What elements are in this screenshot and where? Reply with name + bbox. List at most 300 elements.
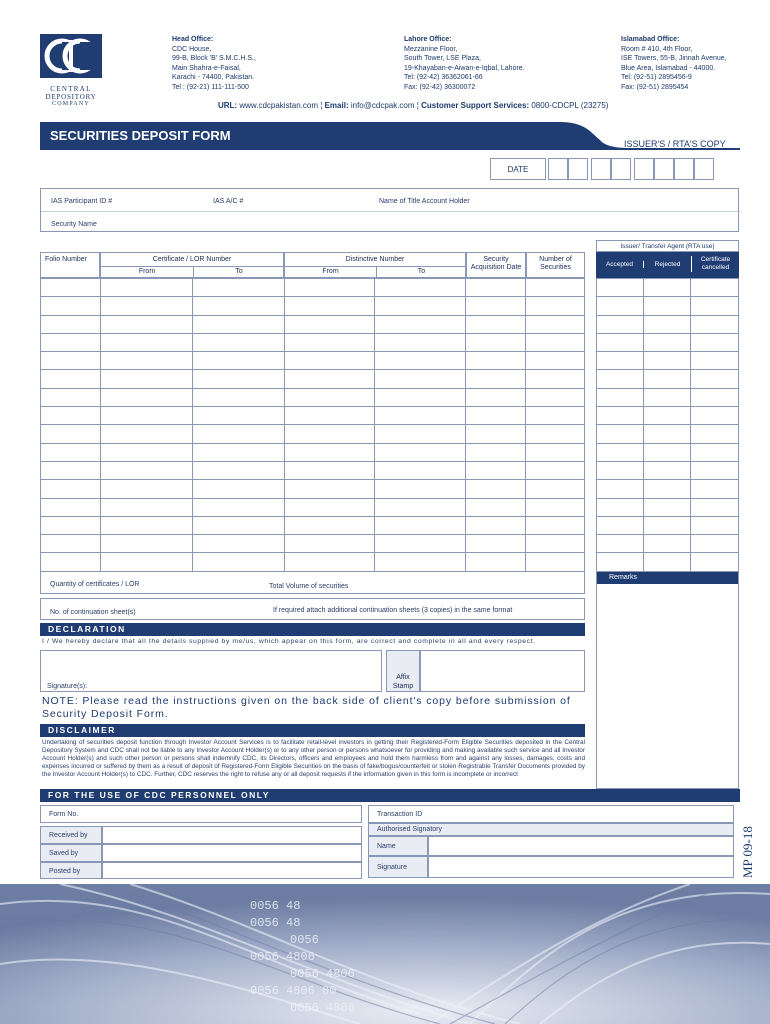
table-cell[interactable] — [466, 425, 526, 443]
table-cell[interactable] — [41, 352, 101, 370]
distinctive-to-label: To — [417, 268, 426, 275]
table-cell[interactable] — [375, 370, 466, 388]
table-cell[interactable] — [526, 553, 585, 571]
table-cell[interactable] — [466, 480, 526, 498]
table-cell[interactable] — [597, 315, 644, 333]
accepted-header: Accepted — [605, 261, 634, 268]
lahore-office-line: Tel: (92-42) 36362061-66 — [404, 74, 483, 81]
table-cell[interactable] — [100, 407, 192, 425]
table-cell[interactable] — [526, 352, 585, 370]
saved-by-label — [40, 844, 102, 862]
table-cell[interactable] — [284, 297, 375, 315]
table-cell[interactable] — [41, 443, 101, 461]
table-cell[interactable] — [691, 553, 739, 571]
table-cell[interactable] — [691, 352, 739, 370]
continuation-box — [40, 598, 585, 620]
table-cell[interactable] — [526, 443, 585, 461]
table-cell[interactable] — [466, 461, 526, 479]
table-cell[interactable] — [643, 461, 691, 479]
table-row — [597, 516, 739, 534]
continuation-label: No. of continuation sheet(s) — [50, 609, 136, 616]
table-cell[interactable] — [691, 297, 739, 315]
head-office-line: 99-B, Block 'B' S.M.C.H.S., — [172, 55, 256, 62]
table-cell[interactable] — [41, 535, 101, 553]
table-cell[interactable] — [643, 553, 691, 571]
table-cell[interactable] — [597, 553, 644, 571]
total-volume-label: Total Volume of securities — [269, 583, 349, 590]
distinctive-from-label: From — [322, 268, 339, 275]
table-row — [41, 370, 585, 388]
table-cell[interactable] — [284, 535, 375, 553]
declaration-title: DECLARATION — [40, 623, 585, 636]
table-cell[interactable] — [192, 407, 284, 425]
table-cell[interactable] — [691, 333, 739, 351]
table-cell[interactable] — [643, 333, 691, 351]
received-by-field[interactable] — [102, 826, 362, 844]
table-cell[interactable] — [100, 370, 192, 388]
head-office-line: Tel : (92-21) 111-111-500 — [172, 83, 249, 91]
table-cell[interactable] — [41, 425, 101, 443]
title-bar — [40, 122, 740, 150]
table-cell[interactable] — [100, 498, 192, 516]
watermark-line: 0056 4806 80 — [250, 984, 337, 998]
table-cell[interactable] — [643, 498, 691, 516]
table-cell[interactable] — [192, 279, 284, 297]
table-row — [597, 535, 739, 553]
table-cell[interactable] — [100, 425, 192, 443]
table-cell[interactable] — [691, 498, 739, 516]
posted-by-label — [40, 862, 102, 879]
table-cell[interactable] — [597, 480, 644, 498]
title-holder-label: Name of Title Account Holder — [379, 198, 470, 205]
table-cell[interactable] — [526, 333, 585, 351]
cdc-logo-icon — [40, 34, 102, 78]
table-cell[interactable] — [284, 425, 375, 443]
folio-header: Folio Number — [40, 252, 100, 278]
affix-stamp-text: Affix Stamp — [392, 674, 414, 690]
saved-by-text: Saved by — [49, 850, 79, 857]
table-cell[interactable] — [192, 315, 284, 333]
table-cell[interactable] — [100, 315, 192, 333]
table-row — [597, 388, 739, 406]
table-cell[interactable] — [466, 333, 526, 351]
table-cell[interactable] — [466, 388, 526, 406]
table-cell[interactable] — [466, 443, 526, 461]
ias-participant-label: IAS Participant ID # — [51, 198, 113, 205]
url-label: URL: — [218, 101, 238, 110]
table-cell[interactable] — [526, 388, 585, 406]
posted-by-text: Posted by — [49, 868, 81, 875]
table-cell[interactable] — [41, 388, 101, 406]
table-cell[interactable] — [643, 407, 691, 425]
table-cell[interactable] — [375, 333, 466, 351]
table-row — [597, 352, 739, 370]
form-no-field[interactable] — [40, 805, 362, 823]
signature-field[interactable] — [40, 650, 382, 692]
table-cell[interactable] — [691, 370, 739, 388]
table-cell[interactable] — [643, 315, 691, 333]
head-office-title: Head Office: — [172, 36, 214, 43]
certificate-from-label: From — [138, 268, 156, 275]
cdc-logo — [40, 34, 102, 107]
lahore-office-line: 19-Khayaban-e-Aiwan-e-Iqbal, Lahore. — [404, 64, 525, 72]
table-cell[interactable] — [375, 443, 466, 461]
table-row — [41, 553, 585, 571]
watermark-line: 0056 4806 — [290, 1001, 355, 1015]
table-cell[interactable] — [375, 315, 466, 333]
table-cell[interactable] — [284, 407, 375, 425]
table-cell[interactable] — [466, 553, 526, 571]
table-cell[interactable] — [192, 370, 284, 388]
declaration-text: I / We hereby declare that all the details supplied by me/us, which appear on this form, are correct and complete in all and every respect. — [42, 638, 536, 645]
table-cell[interactable] — [691, 388, 739, 406]
table-cell[interactable] — [643, 535, 691, 553]
table-cell[interactable] — [41, 315, 101, 333]
distinctive-header — [284, 252, 466, 278]
table-cell[interactable] — [597, 425, 644, 443]
table-cell[interactable] — [466, 407, 526, 425]
table-cell[interactable] — [192, 333, 284, 351]
table-cell[interactable] — [375, 516, 466, 534]
table-cell[interactable] — [284, 333, 375, 351]
table-row — [41, 516, 585, 534]
islamabad-office-title: Islamabad Office: — [621, 36, 680, 43]
date-label: DATE — [490, 158, 546, 180]
distinctive-header-label: Distinctive Number — [345, 256, 405, 263]
table-cell[interactable] — [643, 370, 691, 388]
islamabad-office-line: Blue Area, Islamabad - 44000. — [621, 64, 716, 72]
main-entry-grid[interactable] — [40, 278, 585, 572]
table-row — [41, 297, 585, 315]
logo-line-3: COMPANY — [52, 101, 90, 107]
table-cell[interactable] — [375, 388, 466, 406]
table-cell[interactable] — [643, 443, 691, 461]
islamabad-office-line: Room # 410, 4th Floor, — [621, 45, 693, 53]
table-row — [41, 535, 585, 553]
table-cell[interactable] — [691, 461, 739, 479]
transaction-id-field[interactable] — [368, 805, 734, 823]
table-cell[interactable] — [375, 461, 466, 479]
table-cell[interactable] — [597, 333, 644, 351]
table-cell[interactable] — [192, 553, 284, 571]
islamabad-office-line: Tel: (92-51) 2895456-9 — [621, 74, 692, 81]
date-digit-box[interactable] — [634, 158, 654, 180]
table-cell[interactable] — [466, 297, 526, 315]
table-row — [41, 315, 585, 333]
continuation-note: If required attach additional continuation sheets (3 copies) in the same format — [273, 607, 513, 614]
logo-line-1: CENTRAL — [50, 85, 92, 93]
table-row — [41, 333, 585, 351]
table-cell[interactable] — [466, 516, 526, 534]
date-digit-box[interactable] — [654, 158, 674, 180]
table-cell[interactable] — [597, 516, 644, 534]
table-cell[interactable] — [100, 461, 192, 479]
ias-ac-label: IAS A/C # — [213, 198, 244, 205]
form-title: SECURITIES DEPOSIT FORM — [50, 128, 231, 143]
table-cell[interactable] — [466, 315, 526, 333]
disclaimer-text: Undertaking of securities deposit function through Investor Account Services is to facilitate retail-level investors in getting their Registered-Form Eligible Securities deposited in the Central Depository System and CDC shall not be liable to any Investor Account Holder(s) or to any other person or persons whatsoever for providing and making available such service and all Investor Account Holder(s) and such other person or persons shall indemnify CDC, its Directors, officers and employees and hold them harmless from and against any losses, damages, costs and expenses incurred or suffered by them as a result of deposit of Registered-Form Eligible Securities on the basis of fake/bogus/counterfeit or stolen Registrable Transfer Documents provided by the Investor Account Holder(s) to CDC. Further, CDC reserves the right to refuse any or all deposit requests if the information given in this form is incomplete or incorrect — [42, 739, 585, 778]
name-label — [368, 836, 428, 856]
table-cell[interactable] — [41, 553, 101, 571]
table-cell[interactable] — [691, 279, 739, 297]
table-cell[interactable] — [192, 297, 284, 315]
table-row — [41, 461, 585, 479]
table-cell[interactable] — [284, 553, 375, 571]
note-text: NOTE: Please read the instructions given on the back side of client's copy before submission of Security Deposit Form. — [42, 695, 571, 720]
table-cell[interactable] — [284, 370, 375, 388]
head-office — [172, 35, 372, 92]
table-cell[interactable] — [597, 498, 644, 516]
table-cell[interactable] — [41, 407, 101, 425]
disclaimer-title: DISCLAIMER — [40, 724, 585, 737]
head-office-line: Karachi - 74400, Pakistan. — [172, 74, 255, 81]
table-cell[interactable] — [375, 407, 466, 425]
rta-entry-grid[interactable] — [596, 278, 739, 572]
table-cell[interactable] — [526, 407, 585, 425]
table-cell[interactable] — [100, 279, 192, 297]
table-cell[interactable] — [526, 370, 585, 388]
affix-stamp-label — [386, 650, 420, 692]
table-cell[interactable] — [526, 480, 585, 498]
received-by-label — [40, 826, 102, 844]
table-cell[interactable] — [597, 279, 644, 297]
table-cell[interactable] — [643, 388, 691, 406]
table-cell[interactable] — [100, 297, 192, 315]
rejected-header: Rejected — [643, 261, 691, 268]
table-cell[interactable] — [100, 553, 192, 571]
table-cell[interactable] — [284, 352, 375, 370]
table-cell[interactable] — [41, 370, 101, 388]
email-label: Email: — [324, 101, 349, 110]
table-row — [597, 443, 739, 461]
table-cell[interactable] — [100, 333, 192, 351]
table-cell[interactable] — [691, 407, 739, 425]
contact-line — [218, 101, 718, 110]
table-cell[interactable] — [643, 425, 691, 443]
table-cell[interactable] — [284, 516, 375, 534]
table-row — [597, 407, 739, 425]
table-cell[interactable] — [375, 553, 466, 571]
table-cell[interactable] — [526, 315, 585, 333]
table-cell[interactable] — [192, 425, 284, 443]
table-cell[interactable] — [100, 352, 192, 370]
table-cell[interactable] — [597, 443, 644, 461]
logo-line-2: DEPOSITORY — [45, 93, 97, 101]
table-cell[interactable] — [375, 425, 466, 443]
table-row — [41, 425, 585, 443]
table-cell[interactable] — [375, 352, 466, 370]
support-number: 0800-CDCPL (23275) — [531, 101, 609, 110]
table-cell[interactable] — [597, 388, 644, 406]
quantity-box — [40, 571, 585, 594]
table-cell[interactable] — [284, 461, 375, 479]
table-cell[interactable] — [192, 535, 284, 553]
stamp-field[interactable] — [420, 650, 585, 692]
table-cell[interactable] — [100, 443, 192, 461]
cdc-use-title: FOR THE USE OF CDC PERSONNEL ONLY — [40, 789, 740, 802]
table-cell[interactable] — [284, 279, 375, 297]
decorative-banner — [0, 884, 770, 1024]
signature2-label — [368, 856, 428, 878]
date-digit-box[interactable] — [611, 158, 631, 180]
table-cell[interactable] — [526, 279, 585, 297]
table-cell[interactable] — [691, 516, 739, 534]
separator: ¦ — [320, 101, 323, 110]
table-row — [41, 407, 585, 425]
form-no-label: Form No. — [49, 811, 79, 818]
date-digit-box[interactable] — [674, 158, 694, 180]
table-cell[interactable] — [643, 352, 691, 370]
table-cell[interactable] — [597, 535, 644, 553]
certificate-header-label: Certificate / LOR Number — [152, 256, 232, 263]
signature2-text: Signature — [377, 864, 407, 871]
watermark-line: 0056 4806 — [250, 950, 315, 964]
table-cell[interactable] — [643, 297, 691, 315]
table-cell[interactable] — [284, 388, 375, 406]
table-cell[interactable] — [597, 461, 644, 479]
cancelled-header: Certificate cancelled — [691, 256, 739, 272]
table-cell[interactable] — [41, 480, 101, 498]
date-digit-box[interactable] — [591, 158, 611, 180]
table-cell[interactable] — [41, 516, 101, 534]
date-field[interactable] — [490, 158, 740, 180]
lahore-office-title: Lahore Office: — [404, 36, 452, 43]
table-cell[interactable] — [41, 279, 101, 297]
table-cell[interactable] — [526, 461, 585, 479]
table-cell[interactable] — [643, 279, 691, 297]
watermark-line: 0056 — [290, 933, 319, 947]
table-cell[interactable] — [100, 516, 192, 534]
table-cell[interactable] — [691, 480, 739, 498]
name-field[interactable] — [428, 836, 734, 856]
table-row — [41, 388, 585, 406]
table-cell[interactable] — [41, 297, 101, 315]
table-cell[interactable] — [375, 480, 466, 498]
date-digit-box[interactable] — [568, 158, 588, 180]
security-name-label: Security Name — [51, 221, 97, 228]
table-cell[interactable] — [643, 516, 691, 534]
table-cell[interactable] — [597, 370, 644, 388]
table-cell[interactable] — [691, 315, 739, 333]
main-table-header — [40, 252, 585, 278]
table-cell[interactable] — [526, 425, 585, 443]
table-cell[interactable] — [691, 535, 739, 553]
authorised-signatory-label — [368, 823, 734, 836]
date-digit-box[interactable] — [548, 158, 568, 180]
table-row — [41, 443, 585, 461]
lahore-office-line: Fax: (92-42) 36300072 — [404, 83, 476, 91]
table-cell[interactable] — [466, 370, 526, 388]
form-code: MP 09-18 — [740, 826, 755, 878]
table-cell[interactable] — [192, 443, 284, 461]
signature-label: Signature(s): — [47, 683, 88, 690]
certificate-to-label: To — [235, 268, 243, 275]
remarks-label: Remarks — [597, 572, 738, 584]
table-cell[interactable] — [192, 352, 284, 370]
table-cell[interactable] — [375, 535, 466, 553]
remarks-box[interactable] — [596, 571, 739, 789]
head-office-line: CDC House, — [172, 45, 212, 53]
table-cell[interactable] — [192, 516, 284, 534]
table-cell[interactable] — [284, 498, 375, 516]
table-cell[interactable] — [526, 498, 585, 516]
table-cell[interactable] — [375, 297, 466, 315]
certificate-header — [100, 252, 284, 278]
table-cell[interactable] — [100, 535, 192, 553]
table-cell[interactable] — [375, 498, 466, 516]
support-label: Customer Support Services: — [421, 101, 530, 110]
table-cell[interactable] — [192, 388, 284, 406]
table-cell[interactable] — [100, 480, 192, 498]
table-row — [41, 352, 585, 370]
table-cell[interactable] — [192, 461, 284, 479]
transaction-id-label: Transaction ID — [377, 811, 423, 818]
table-cell[interactable] — [597, 297, 644, 315]
watermark-line: 0056 4806 — [290, 967, 355, 981]
table-cell[interactable] — [597, 352, 644, 370]
table-cell[interactable] — [192, 480, 284, 498]
table-cell[interactable] — [284, 480, 375, 498]
table-cell[interactable] — [41, 461, 101, 479]
url-link[interactable]: www.cdcpakistan.com — [239, 101, 319, 110]
table-row — [597, 333, 739, 351]
table-row — [41, 498, 585, 516]
islamabad-office — [621, 35, 766, 92]
table-cell[interactable] — [284, 315, 375, 333]
table-cell[interactable] — [100, 388, 192, 406]
posted-by-field[interactable] — [102, 862, 362, 879]
table-row — [597, 553, 739, 571]
saved-by-field[interactable] — [102, 844, 362, 862]
table-cell[interactable] — [41, 498, 101, 516]
table-cell[interactable] — [466, 498, 526, 516]
watermark-line: 0056 48 — [250, 899, 301, 913]
lahore-office-line: Mezzanine Floor, — [404, 45, 458, 53]
table-cell[interactable] — [466, 535, 526, 553]
name-text: Name — [377, 843, 396, 850]
table-row — [597, 425, 739, 443]
table-row — [597, 315, 739, 333]
head-office-line: Main Shahra-e-Faisal, — [172, 64, 241, 72]
islamabad-office-line: ISE Towers, 55-B, Jinnah Avenue, — [621, 55, 727, 62]
table-cell[interactable] — [466, 279, 526, 297]
table-cell[interactable] — [597, 407, 644, 425]
watermark-text — [250, 898, 355, 1017]
table-row — [41, 480, 585, 498]
num-securities-header: Number of Securities — [526, 252, 585, 278]
table-cell[interactable] — [192, 498, 284, 516]
table-row — [41, 279, 585, 297]
table-cell[interactable] — [284, 443, 375, 461]
table-cell[interactable] — [41, 333, 101, 351]
quantity-label: Quantity of certificates / LOR — [50, 581, 140, 588]
table-cell[interactable] — [691, 425, 739, 443]
date-digit-box[interactable] — [694, 158, 714, 180]
table-cell[interactable] — [466, 352, 526, 370]
email-link[interactable]: info@cdcpak.com — [350, 101, 415, 110]
table-cell[interactable] — [526, 516, 585, 534]
table-cell[interactable] — [643, 480, 691, 498]
table-cell[interactable] — [375, 279, 466, 297]
authorised-signatory-text: Authorised Signatory — [377, 826, 442, 833]
signature2-field[interactable] — [428, 856, 734, 878]
rta-table-header — [596, 252, 739, 278]
table-cell[interactable] — [526, 297, 585, 315]
lahore-office — [404, 35, 604, 92]
table-cell[interactable] — [526, 535, 585, 553]
table-row — [597, 370, 739, 388]
table-cell[interactable] — [691, 443, 739, 461]
